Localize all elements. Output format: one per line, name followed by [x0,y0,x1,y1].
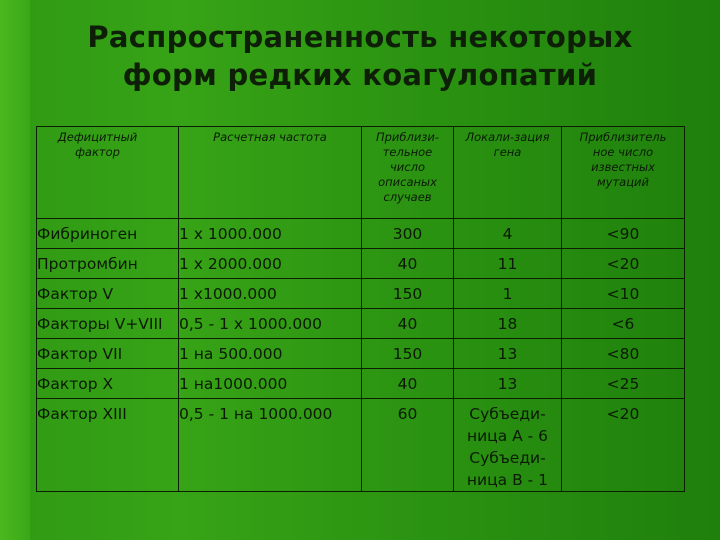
cell-frequency: 0,5 - 1 на 1000.000 [179,399,362,492]
table-row [37,219,685,249]
cell-factor: Факторы V+VIII [37,309,179,339]
cell-mutations: <6 [562,309,685,339]
cell-cases: 150 [362,339,454,369]
cell-cases: 300 [362,219,454,249]
table-row [37,309,685,339]
header-deficient-factor: Дефицитный фактор [37,127,179,219]
cell-gene: 18 [454,309,562,339]
cell-mutations: <90 [562,219,685,249]
header-gene-location: Локали-зация гена [454,127,562,219]
table-row [37,399,685,492]
cell-gene: 13 [454,339,562,369]
cell-factor: Фактор XIII [37,399,179,492]
cell-frequency: 0,5 - 1 х 1000.000 [179,309,362,339]
cell-frequency: 1 х 1000.000 [179,219,362,249]
cell-factor: Фактор V [37,279,179,309]
cell-mutations: <25 [562,369,685,399]
cell-cases: 40 [362,369,454,399]
table-row [37,369,685,399]
cell-gene: 11 [454,249,562,279]
title-line-2: форм редких коагулопатий [122,58,598,92]
table-row [37,339,685,369]
cell-cases: 40 [362,249,454,279]
slide-title [0,18,720,94]
header-known-mutations: Приблизитель ное число известных мутаций [562,127,685,219]
cell-cases: 60 [362,399,454,492]
table-row [37,279,685,309]
cell-mutations: <10 [562,279,685,309]
coagulopathy-table [36,126,685,492]
cell-mutations: <80 [562,339,685,369]
table-row [37,249,685,279]
cell-frequency: 1 на 500.000 [179,339,362,369]
cell-frequency: 1 на1000.000 [179,369,362,399]
cell-gene: 4 [454,219,562,249]
cell-factor: Фибриноген [37,219,179,249]
cell-cases: 40 [362,309,454,339]
cell-factor: Фактор VII [37,339,179,369]
header-estimated-frequency: Расчетная частота [179,127,362,219]
cell-factor: Протромбин [37,249,179,279]
cell-mutations: <20 [562,249,685,279]
header-approx-cases: Приблизи-тельное число описаных случаев [362,127,454,219]
cell-cases: 150 [362,279,454,309]
cell-gene: Субъеди-ница А - 6 Субъеди-ница В - 1 [454,399,562,492]
cell-gene: 13 [454,369,562,399]
cell-mutations: <20 [562,399,685,492]
cell-frequency: 1 х 2000.000 [179,249,362,279]
cell-gene: 1 [454,279,562,309]
table-header-row [37,127,685,219]
title-line-1: Распространенность некоторых [87,20,633,54]
cell-frequency: 1 х1000.000 [179,279,362,309]
cell-factor: Фактор X [37,369,179,399]
